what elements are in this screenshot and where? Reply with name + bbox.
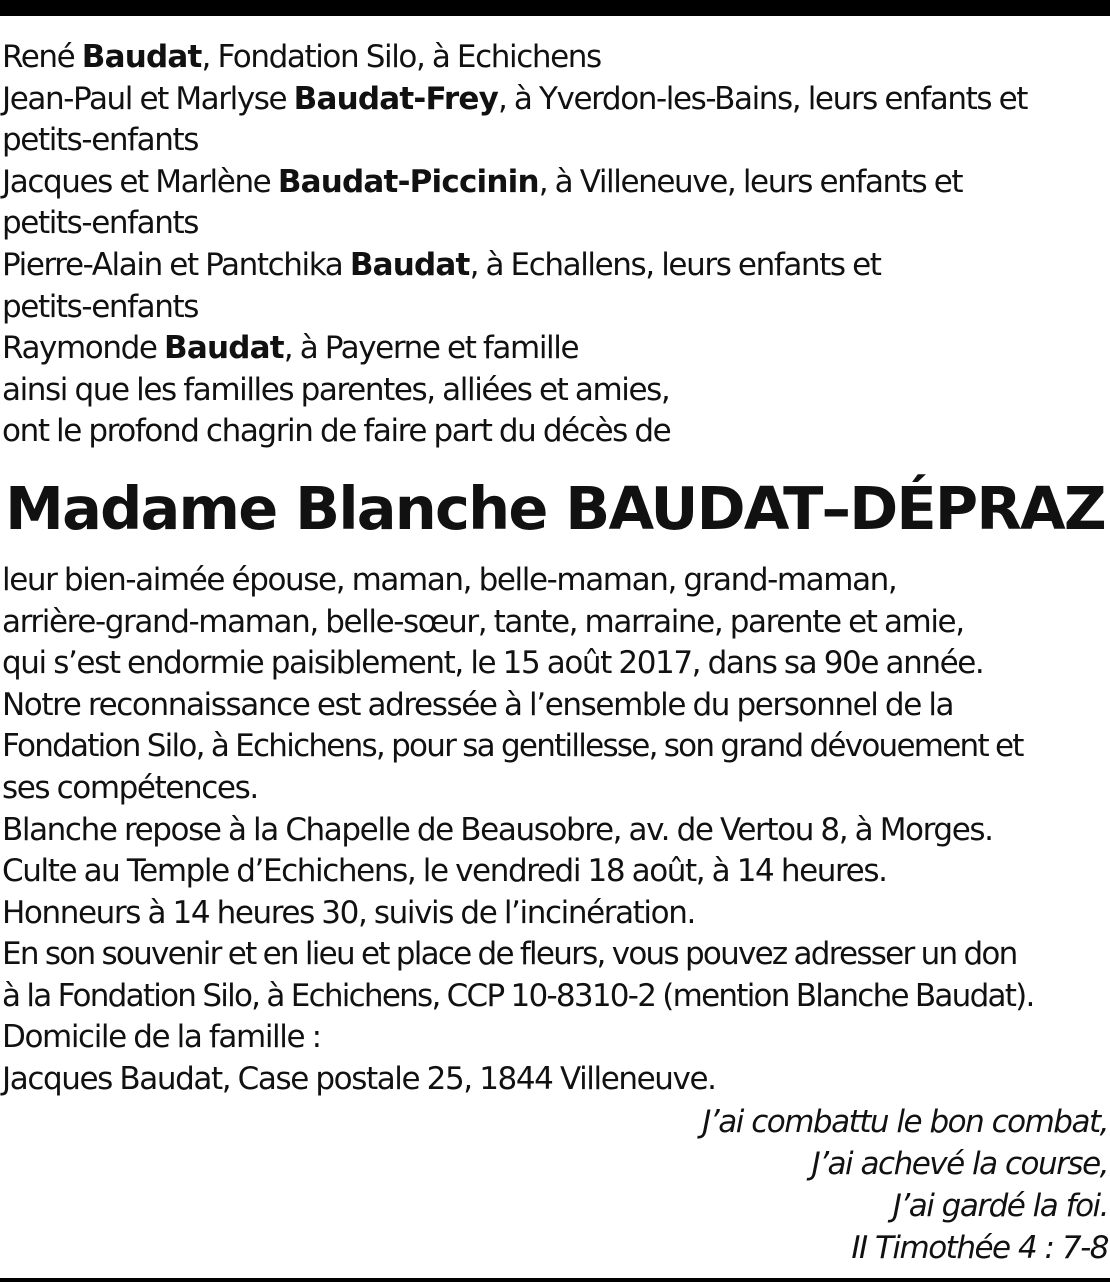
body-line: ses compétences. (2, 769, 258, 806)
family-line: Jacques et Marlène Baudat-Piccinin, à Villeneuve, leurs enfants et (2, 163, 963, 200)
body-line: arrière-grand-maman, belle-sœur, tante, marraine, parente et amie, (2, 603, 964, 640)
body-line: Blanche repose à la Chapelle de Beausobre, av. de Vertou 8, à Morges. (2, 811, 993, 848)
family-line: Raymonde Baudat, à Payerne et famille (2, 330, 579, 367)
obituary-notice (2, 37, 1108, 1269)
family-line: René Baudat, Fondation Silo, à Echichens (2, 39, 601, 75)
family-list (2, 37, 1108, 453)
verse-line: J’ai achevé la course, (811, 1145, 1108, 1182)
body-line: Domicile de la famille : (2, 1019, 321, 1056)
deceased-name: Madame Blanche BAUDAT–DÉPRAZ (5, 473, 1105, 543)
family-line: petits-enfants (2, 288, 198, 325)
body-line: Culte au Temple d’Echichens, le vendredi 18 août, à 14 heures. (2, 853, 887, 890)
family-name: Baudat-Frey (293, 80, 498, 117)
family-name: Baudat (164, 330, 284, 367)
scripture-verse (2, 1101, 1108, 1269)
body-line: leur bien-aimée épouse, maman, belle-maman, grand-maman, (2, 561, 897, 598)
family-line: petits-enfants (2, 122, 198, 159)
family-line: ainsi que les familles parentes, alliées et amies, (2, 371, 670, 408)
body-line: En son souvenir et en lieu et place de fleurs, vous pouvez adresser un don (2, 936, 1017, 973)
family-name: Baudat (81, 39, 202, 75)
body-line: Jacques Baudat, Case postale 25, 1844 Villeneuve. (2, 1061, 716, 1098)
family-line: petits-enfants (2, 205, 198, 242)
family-name: Baudat (349, 246, 470, 283)
body-line: qui s’est endormie paisiblement, le 15 août 2017, dans sa 90e année. (2, 645, 984, 682)
body-line: Notre reconnaissance est adressée à l’ensemble du personnel de la (2, 686, 954, 723)
family-name: Baudat-Piccinin (277, 163, 539, 200)
body-line: Honneurs à 14 heures 30, suivis de l’incinération. (2, 894, 695, 931)
family-line: ont le profond chagrin de faire part du décès de (2, 413, 671, 450)
family-line: Pierre-Alain et Pantchika Baudat, à Echallens, leurs enfants et (2, 246, 881, 283)
verse-line: J’ai gardé la foi. (892, 1187, 1108, 1224)
notice-body (2, 560, 1108, 1101)
top-rule (0, 0, 1110, 16)
bottom-rule (0, 1278, 1110, 1282)
body-line: Fondation Silo, à Echichens, pour sa gentillesse, son grand dévouement et (2, 728, 1023, 765)
body-line: à la Fondation Silo, à Echichens, CCP 10-8310-2 (mention Blanche Baudat). (2, 977, 1034, 1014)
verse-line: J’ai combattu le bon combat, (702, 1103, 1108, 1140)
verse-reference: II Timothée 4 : 7-8 (851, 1229, 1108, 1266)
family-line: Jean-Paul et Marlyse Baudat-Frey, à Yverdon-les-Bains, leurs enfants et (2, 80, 1028, 117)
